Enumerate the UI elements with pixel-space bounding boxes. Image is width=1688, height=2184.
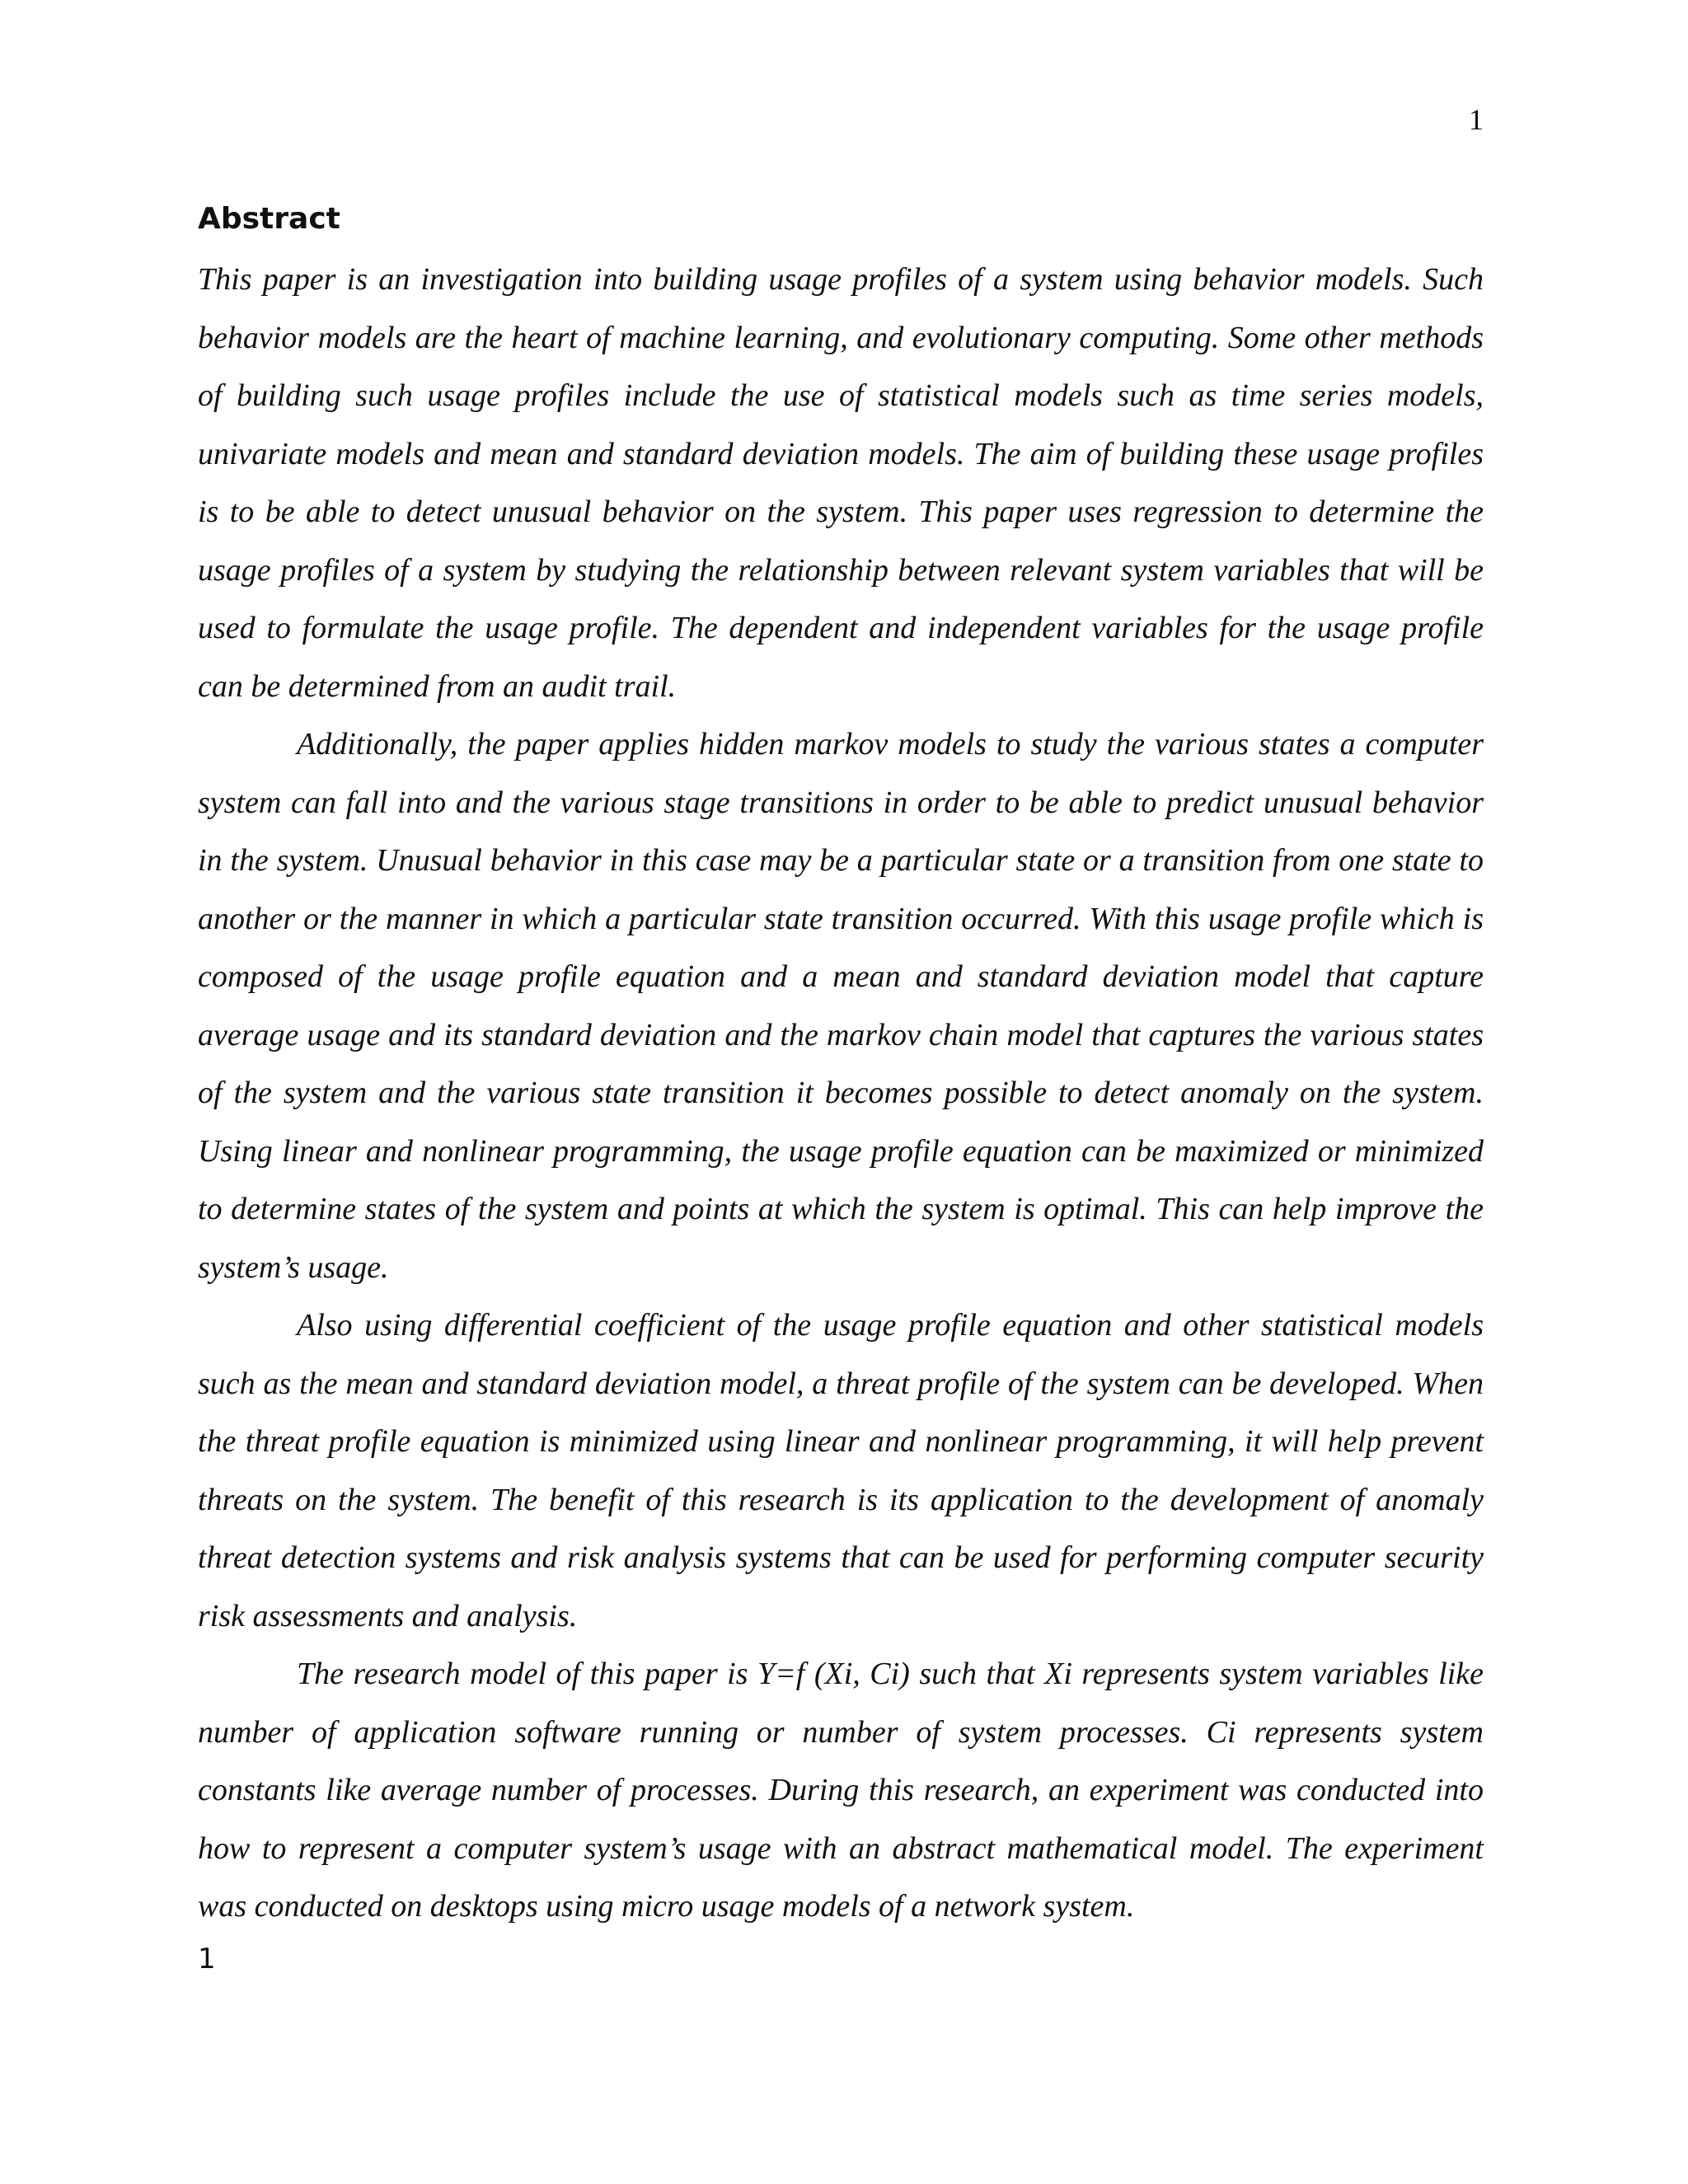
abstract-heading: Abstract: [198, 202, 340, 236]
abstract-section: [198, 194, 1484, 1936]
footnote-number: 1: [198, 1943, 216, 1975]
abstract-paragraph-3: Also using differential coefficient of the usage profile equation and other statistical models such as the mean and standard deviation model, a threat profile of the system can be developed. When the threat profile equation is minimized using linear and nonlinear programming, it will help prevent threats on the system. The benefit of this research is its application to the development of anomaly threat detection systems and risk analysis systems that can be used for performing computer security risk assessments and analysis.: [198, 1308, 1484, 1633]
abstract-paragraph-1: This paper is an investigation into building usage profiles of a system using behavior models. Such behavior models are the heart of machine learning, and evolutionary computing. Some other methods of building such usage profiles include the use of statistical models such as time series models, univariate models and mean and standard deviation models. The aim of building these usage profiles is to be able to detect unusual behavior on the system. This paper uses regression to determine the usage profiles of a system by studying the relationship between relevant system variables that will be used to formulate the usage profile. The dependent and independent variables for the usage profile can be determined from an audit trail.: [198, 262, 1484, 704]
abstract-paragraph-2: Additionally, the paper applies hidden markov models to study the various states a computer system can fall into and the various stage transitions in order to be able to predict unusual behavior in the system. Unusual behavior in this case may be a particular state or a transition from one state to another or the manner in which a particular state transition occurred. With this usage profile which is composed of the usage profile equation and a mean and standard deviation model that capture average usage and its standard deviation and the markov chain model that captures the various states of the system and the various state transition it becomes possible to detect anomaly on the system. Using linear and nonlinear programming, the usage profile equation can be maximized or minimized to determine states of the system and points at which the system is optimal. This can help improve the system’s usage.: [198, 727, 1484, 1285]
page-number: 1: [1469, 103, 1484, 136]
abstract-paragraph-4: The research model of this paper is Y=f (Xi, Ci) such that Xi represents system variables like number of application software running or number of system processes. Ci represents system constants like average number of processes. During this research, an experiment was conducted into how to represent a computer system’s usage with an abstract mathematical model. The experiment was conducted on desktops using micro usage models of a network system.: [198, 1657, 1484, 1924]
